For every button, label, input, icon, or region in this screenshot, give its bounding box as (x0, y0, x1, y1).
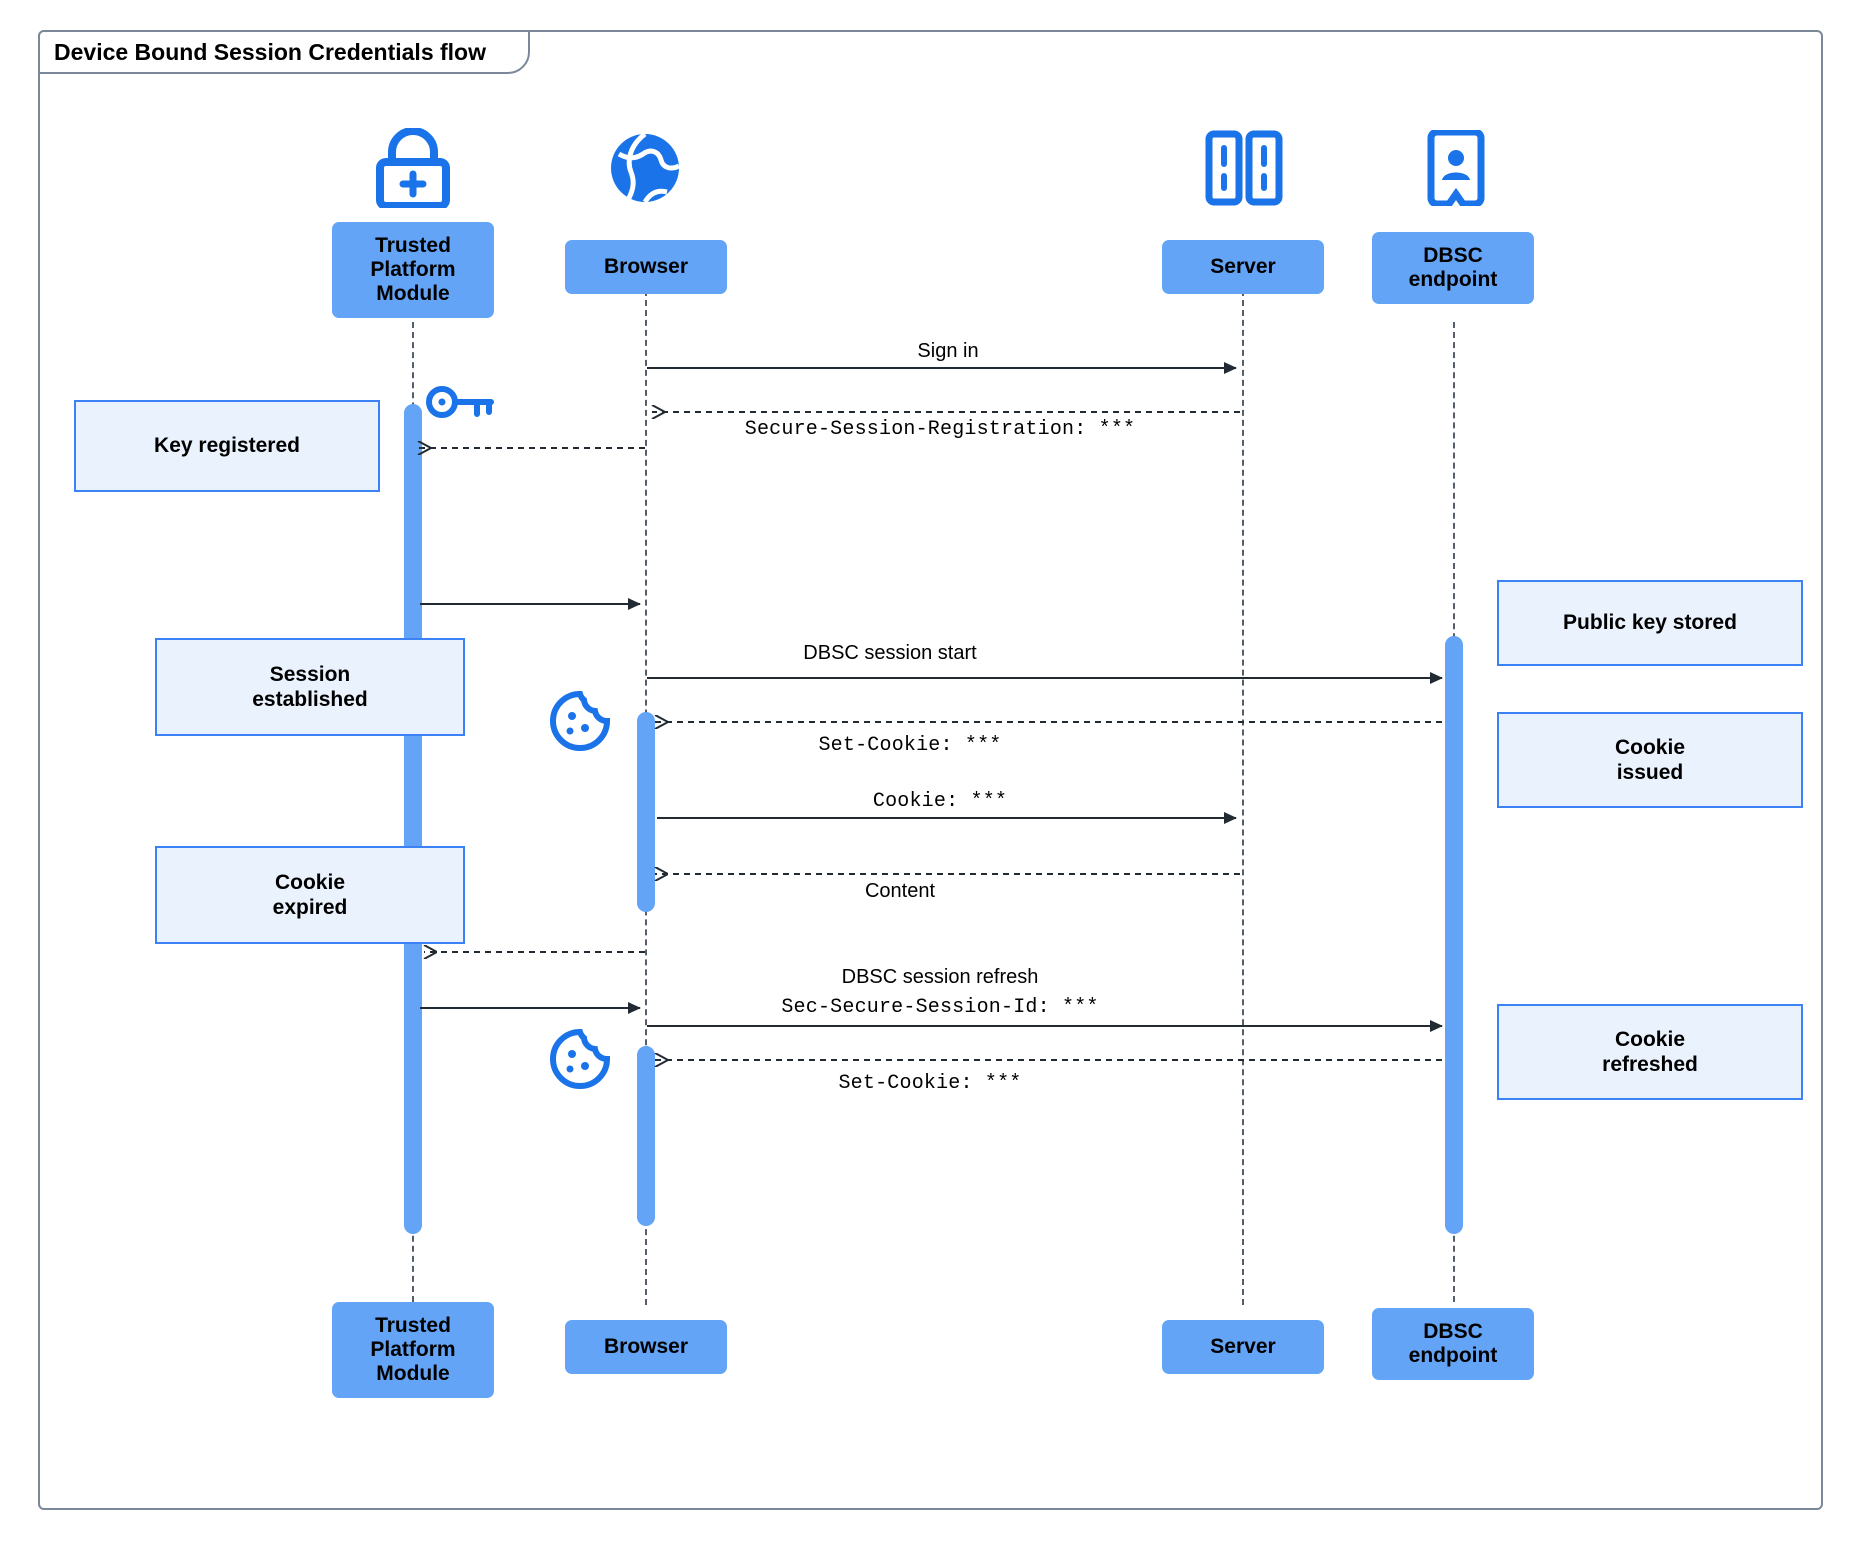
participant-server-label: Server (1210, 255, 1276, 279)
lock-plus-icon (372, 128, 454, 213)
message-label-cookie: Cookie: *** (872, 790, 1008, 813)
participant-tpm-bottom-label-2: Platform (370, 1338, 456, 1362)
message-label-sign-in: Sign in (917, 340, 979, 362)
note-cookie-issued (1497, 712, 1803, 808)
participant-dbsc-bottom-label-2: endpoint (1408, 1344, 1498, 1367)
participant-browser-bottom[interactable] (565, 1320, 727, 1374)
participant-tpm-bottom[interactable] (332, 1302, 494, 1398)
note-public-key-stored-label: Public key stored (1563, 611, 1737, 635)
note-cookie-expired (155, 846, 465, 944)
note-session-established (155, 638, 465, 736)
note-session-established-line-2: established (252, 688, 368, 711)
note-cookie-issued-line-1: Cookie (1614, 735, 1685, 759)
server-racks-icon (1203, 130, 1285, 211)
message-label-dbsc-session-refresh: DBSC session refresh (841, 966, 1039, 988)
activation-browser-1 (637, 712, 655, 912)
participant-tpm-bottom-label-1: Trusted (375, 1314, 451, 1338)
participant-dbsc-bottom[interactable] (1372, 1308, 1534, 1380)
id-badge-icon (1425, 130, 1487, 211)
message-label-content: Content (864, 880, 936, 902)
activation-tpm (404, 404, 422, 1234)
note-cookie-refreshed-line-2: refreshed (1602, 1053, 1698, 1076)
note-cookie-issued-line-2: issued (1616, 761, 1684, 784)
message-label-secure-session-registration: Secure-Session-Registration: *** (744, 418, 1136, 441)
note-cookie-expired-line-1: Cookie (274, 870, 345, 894)
participant-server-bottom-label: Server (1210, 1335, 1276, 1359)
note-key-registered-label: Key registered (154, 434, 300, 458)
globe-icon (605, 128, 685, 213)
participant-dbsc-bottom-label-1: DBSC (1423, 1320, 1483, 1344)
participant-browser-label: Browser (603, 255, 689, 279)
message-label-dbsc-session-start: DBSC session start (803, 642, 977, 664)
cookie-icon-1 (549, 690, 611, 757)
participant-tpm-label-1: Trusted (375, 234, 451, 258)
message-label-set-cookie-1: Set-Cookie: *** (818, 734, 1002, 757)
participant-dbsc-label-2: endpoint (1408, 268, 1498, 291)
note-public-key-stored (1497, 580, 1803, 666)
diagram-title: Device Bound Session Credentials flow (54, 38, 486, 65)
message-label-sec-secure-session-id: Sec-Secure-Session-Id: *** (781, 996, 1099, 1019)
participant-tpm-label-2: Platform (370, 258, 456, 282)
note-cookie-refreshed (1497, 1004, 1803, 1100)
participant-dbsc-top[interactable] (1372, 232, 1534, 304)
message-label-set-cookie-2: Set-Cookie: *** (838, 1072, 1022, 1095)
note-cookie-refreshed-line-1: Cookie (1614, 1027, 1685, 1051)
note-key-registered (74, 400, 380, 492)
cookie-icon-2 (549, 1028, 611, 1095)
participant-tpm-top[interactable] (332, 222, 494, 318)
participant-browser-top[interactable] (565, 240, 727, 294)
lifeline-server (1242, 250, 1244, 1305)
activation-dbsc (1445, 636, 1463, 1234)
participant-browser-bottom-label: Browser (603, 1335, 689, 1359)
participant-server-bottom[interactable] (1162, 1320, 1324, 1374)
participant-tpm-label-3: Module (376, 281, 450, 305)
note-session-established-line-1: Session (269, 662, 351, 686)
key-icon (425, 380, 497, 429)
participant-dbsc-label-1: DBSC (1423, 244, 1483, 268)
participant-tpm-bottom-label-3: Module (376, 1361, 450, 1385)
participant-server-top[interactable] (1162, 240, 1324, 294)
activation-browser-2 (637, 1046, 655, 1226)
diagram-title-tab (38, 30, 530, 74)
note-cookie-expired-line-2: expired (272, 896, 348, 919)
